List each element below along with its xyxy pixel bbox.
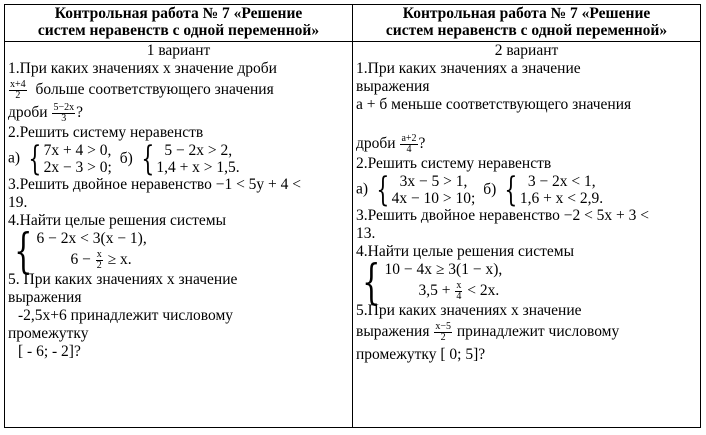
v2-q2-systems: а) { 3x − 5 > 1, 4x − 10 > 10; б) { 3 − 2x < 1, 1,6 + x < 2,9. (356, 170, 604, 210)
v1-q1-fraction1: $\frac{x+4}{2}$ (10, 79, 26, 101)
v1-q4: 4.Найти целые решения системы (8, 212, 226, 229)
v2-q5-fraction: $\frac{x-5}{2}$ (435, 321, 451, 343)
variant-1-label: 1 вариант (146, 42, 211, 59)
v1-q5-line5: [ - 6; - 2]? (18, 343, 81, 360)
v2-q5-line2: выражения $\frac{x-5}{2}$ принадлежит числовому (356, 321, 620, 343)
v2-q1-line3: a + б меньше соответствующего значения (356, 96, 632, 113)
left-title (5, 5, 353, 42)
v2-q1-line1: 1.При каких значениях a значение (356, 60, 581, 77)
v1-q2-systems: а) { 7x + 4 > 0, 2x − 3 > 0; б) { 5 − 2x > 2, 1,4 + x > 1,5. (8, 139, 240, 179)
right-title-line1: Контрольная работа № 7 «Решение (402, 5, 651, 22)
right-title (353, 5, 701, 42)
v1-q2-system-a: { 7x + 4 > 0, 2x − 3 > 0; (28, 139, 112, 179)
v1-q5-line1: 5. При каких значениях x значение (8, 271, 238, 288)
v2-q1-line2: выражения (356, 78, 430, 95)
v1-q1-fraction2: $\frac{5-2x}{3}$ (53, 102, 75, 124)
left-title-line1: Контрольная работа № 7 «Решение (54, 5, 303, 22)
v1-q3-line1: 3.Решить двойное неравенство −1 < 5y + 4 < (8, 176, 302, 193)
v2-q1-fraction: $\frac{a+2}{4}$ (401, 133, 417, 155)
v2-q2-system-a: { 3x − 5 > 1, 4x − 10 > 10; (376, 170, 476, 210)
v1-q5-line2: выражения (8, 289, 82, 306)
v2-q5-line3: промежутку [ 0; 5]? (356, 346, 486, 363)
v2-q2-system-b: { 3 − 2x < 1, 1,6 + x < 2,9. (504, 170, 604, 210)
v2-q3-line1: 3.Решить двойное неравенство −2 < 5x + 3 < (356, 207, 650, 224)
variant-1-cell (5, 42, 353, 428)
v1-q2: 2.Решить систему неравенств (8, 124, 204, 141)
v2-q4-system: { 10 − 4x ≥ 3(1 − x), 3,5 + $\frac{x}{4}$ < 2x. (362, 253, 503, 310)
v1-q1-line1: 1.При каких значениях x значение дроби (8, 60, 277, 77)
v1-q4-system: { 6 − 2x < 3(x − 1), 6 − $\frac{x}{2}$ ≥ x. (14, 222, 147, 279)
worksheet-table (4, 4, 701, 428)
v2-q5-line1: 5.При каких значениях x значение (356, 302, 582, 319)
v2-q1-line4: дроби $\frac{a+2}{4}$ ? (356, 133, 426, 155)
v1-q1-line2: $\frac{x+4}{2}$ больше соответствующего значения (10, 79, 274, 101)
v1-q5-line3: -2,5x+6 принадлежит числовому (18, 307, 234, 324)
v1-q1-line3: дроби $\frac{5-2x}{3}$ ? (8, 102, 83, 124)
v1-q5-line4: промежутку (8, 325, 89, 342)
left-title-line2: систем неравенств с одной переменной» (37, 22, 320, 39)
v2-q2: 2.Решить систему неравенств (356, 155, 552, 172)
variant-2-cell (353, 42, 701, 428)
variant-2-label: 2 вариант (494, 42, 559, 59)
v1-q3-line2: 19. (8, 194, 28, 211)
v1-q2-system-b: { 5 − 2x > 2, 1,4 + x > 1,5. (141, 139, 240, 179)
v2-q3-line2: 13. (356, 225, 376, 242)
right-title-line2: систем неравенств с одной переменной» (385, 22, 668, 39)
v2-q4: 4.Найти целые решения системы (356, 243, 574, 260)
